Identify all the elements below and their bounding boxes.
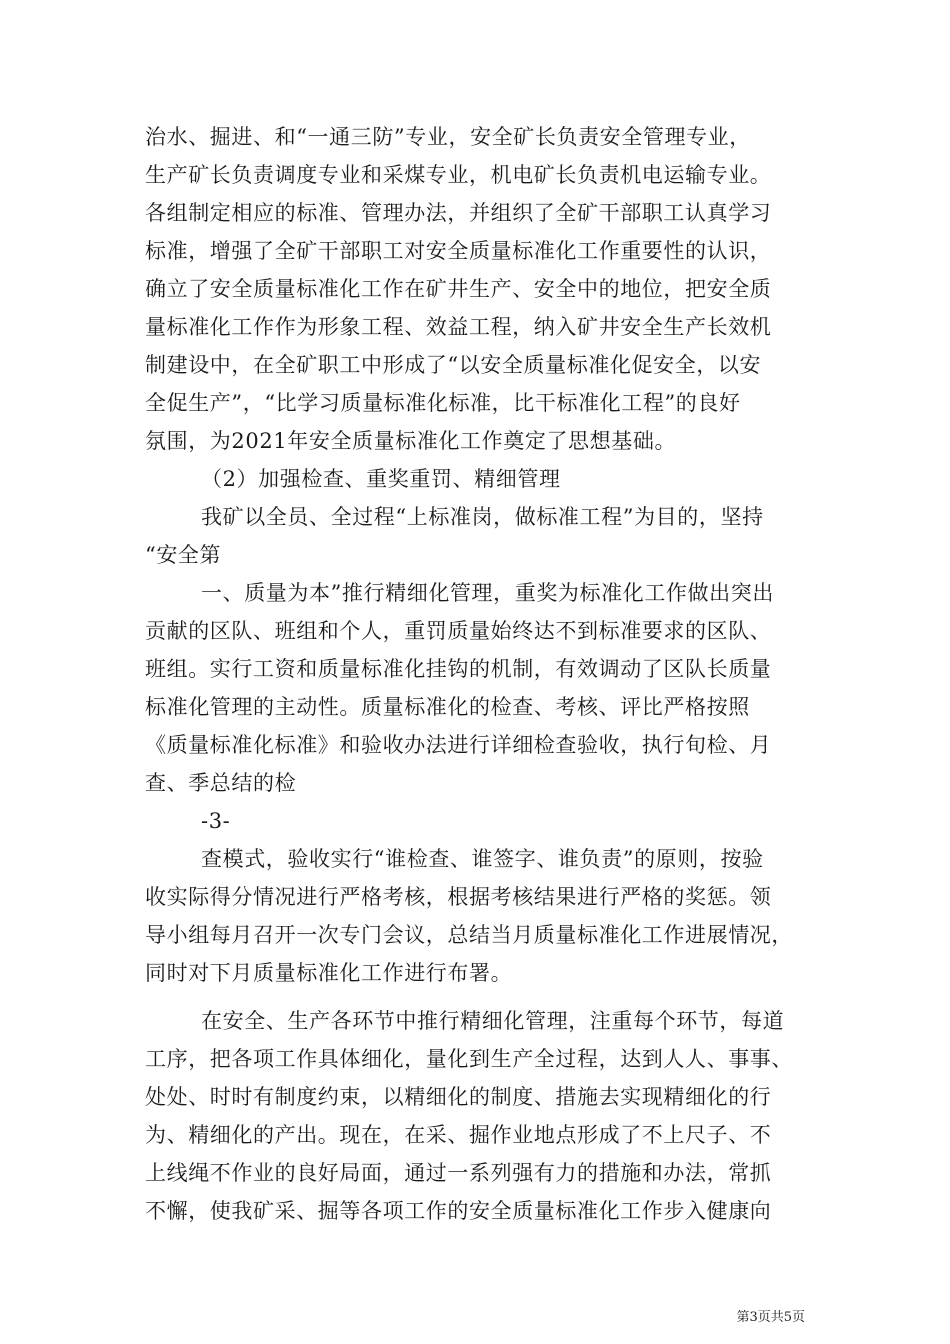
text-line: -3- <box>201 809 231 833</box>
text-line: 同时对下月质量标准化工作进行布署。 <box>145 961 513 985</box>
text-line: 导小组每月召开一次专门会议，总结当月质量标准化工作进展情况， <box>145 923 793 947</box>
text-line: 治水、掘进、和“一通三防”专业，安全矿长负责安全管理专业， <box>145 125 751 149</box>
text-line: 一、质量为本”推行精细化管理，重奖为标准化工作做出突出 <box>201 581 774 605</box>
text-line: 标准化管理的主动性。质量标准化的检查、考核、评比严格按照 <box>145 695 750 719</box>
text-line: 班组。实行工资和质量标准化挂钩的机制，有效调动了区队长质量 <box>145 657 772 681</box>
text-line: 各组制定相应的标准、管理办法，并组织了全矿干部职工认真学习 <box>145 201 772 225</box>
text-line: 确立了安全质量标准化工作在矿井生产、安全中的地位，把安全质 <box>145 277 772 301</box>
text-line: 不懈，使我矿采、掘等各项工作的安全质量标准化工作步入健康向 <box>145 1199 772 1223</box>
text-line: 贡献的区队、班组和个人，重罚质量始终达不到标准要求的区队、 <box>145 619 772 643</box>
text-line: 查模式，验收实行“谁检查、谁签字、谁负责”的原则，按验 <box>201 847 764 871</box>
text-line: 查、季总结的检 <box>145 771 297 795</box>
document-body <box>145 118 815 1230</box>
text-line: 在安全、生产各环节中推行精细化管理，注重每个环节，每道 <box>201 1009 785 1033</box>
text-line: 全促生产”，“比学习质量标准化标准，比干标准化工程”的良好 <box>145 391 741 415</box>
text-line: 工序，把各项工作具体细化，量化到生产全过程，达到人人、事事、 <box>145 1047 793 1071</box>
page-number-footer: 第3页共5页 <box>736 1310 805 1325</box>
text-line: （2）加强检查、重奖重罚、精细管理 <box>201 467 561 491</box>
text-line: 量标准化工作作为形象工程、效益工程，纳入矿井安全生产长效机 <box>145 315 772 339</box>
text-line: 氛围，为2021年安全质量标准化工作奠定了思想基础。 <box>145 429 677 453</box>
text-line: 处处、时时有制度约束，以精细化的制度、措施去实现精细化的行 <box>145 1085 772 1109</box>
text-line: 生产矿长负责调度专业和采煤专业，机电矿长负责机电运输专业。 <box>145 163 772 187</box>
text-line: “安全第 <box>145 543 222 567</box>
text-line: 收实际得分情况进行严格考核，根据考核结果进行严格的奖惩。领 <box>145 885 772 909</box>
text-line: 上线绳不作业的良好局面，通过一系列强有力的措施和办法，常抓 <box>145 1161 772 1185</box>
text-line: 制建设中，在全矿职工中形成了“以安全质量标准化促安全，以安 <box>145 353 762 377</box>
text-line: 为、精细化的产出。现在，在采、掘作业地点形成了不上尺子、不 <box>145 1123 772 1147</box>
text-line: 我矿以全员、全过程“上标准岗，做标准工程”为目的，坚持 <box>201 505 764 529</box>
text-line: 标准，增强了全矿干部职工对安全质量标准化工作重要性的认识， <box>145 239 772 263</box>
text-line: 《质量标准化标准》和验收办法进行详细检查验收，执行旬检、月 <box>145 733 772 757</box>
